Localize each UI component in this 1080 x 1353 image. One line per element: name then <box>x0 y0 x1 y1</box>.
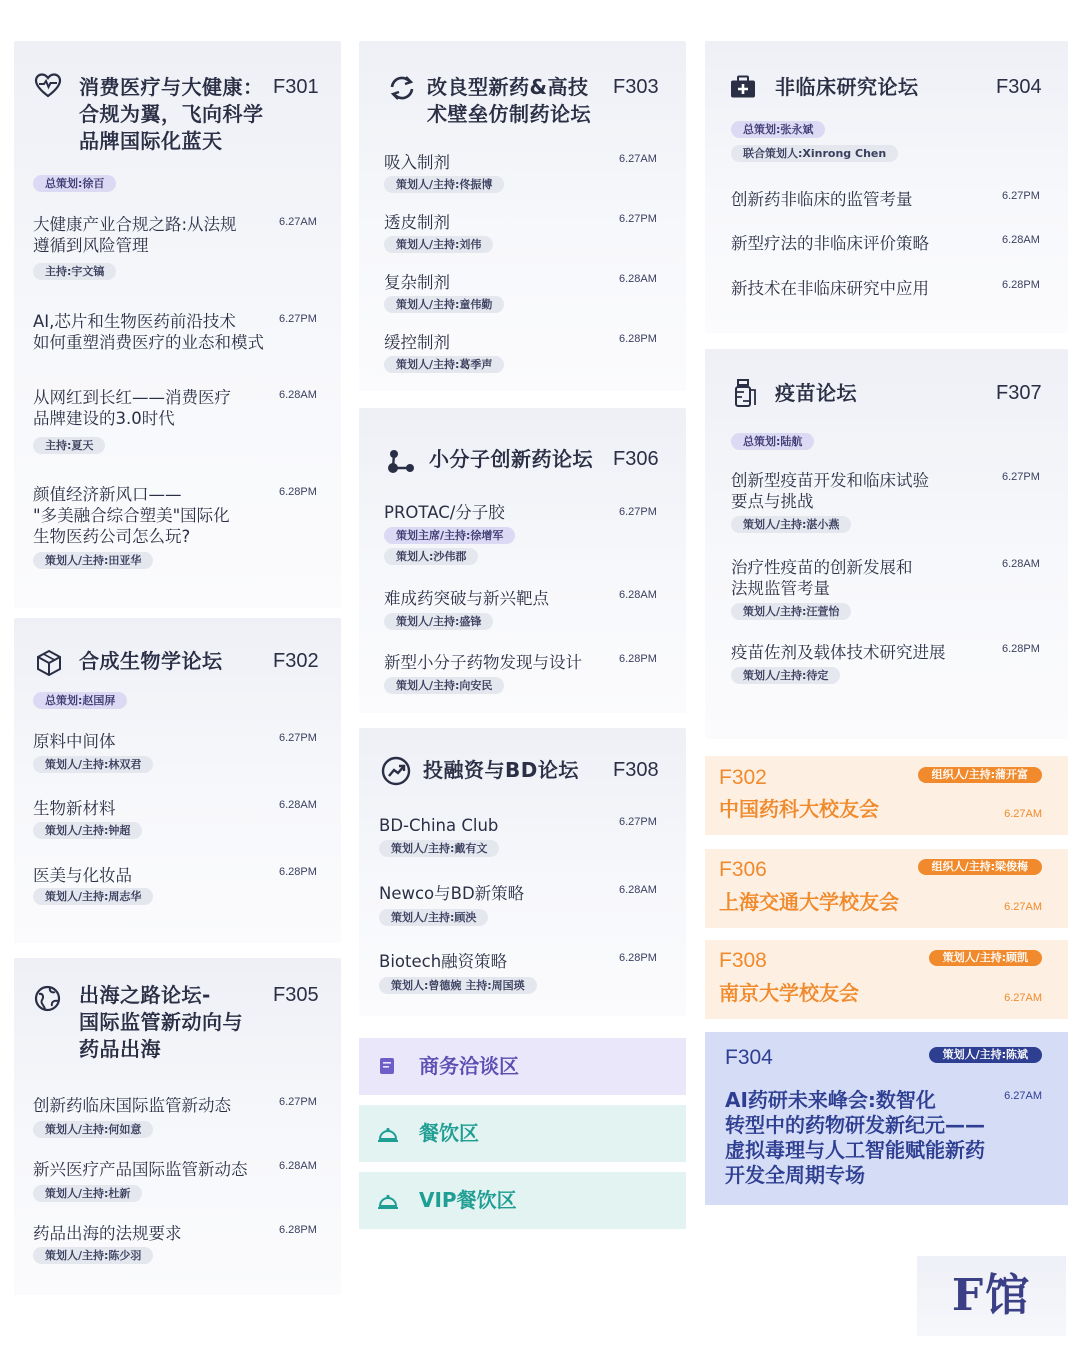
session-title: 难成药突破与新兴靶点 <box>384 589 549 608</box>
session-time: 6.27PM <box>619 506 657 518</box>
host-badge: 主持:夏天 <box>33 437 105 454</box>
alumni-card-1 <box>705 849 1068 928</box>
session-title: 新型小分子药物发现与设计 <box>384 653 582 672</box>
forum-card-f306 <box>359 408 686 713</box>
session-title: 创新型疫苗开发和临床试验 要点与挑战 <box>731 471 929 511</box>
session-time: 6.28AM <box>619 884 657 896</box>
session-time: 6.28PM <box>1002 643 1040 655</box>
room-code: F301 <box>273 76 319 98</box>
host-badge: 策划人/主持:童伟勤 <box>384 296 504 313</box>
session-title: AI,芯片和生物医药前沿技术 如何重塑消费医疗的业态和模式 <box>33 312 264 352</box>
molecule-icon <box>386 448 416 474</box>
host-badge: 策划人:曾德婉 主持:周国瑛 <box>379 977 537 994</box>
forum-card-f302 <box>14 618 341 943</box>
forum-title: 疫苗论坛 <box>775 381 857 405</box>
chief-planner-badge: 总策划:赵国屏 <box>33 692 127 709</box>
hall-label: F馆 <box>917 1256 1066 1336</box>
session-time: 6.27PM <box>1002 471 1040 483</box>
room-code: F306 <box>613 448 659 470</box>
session-time: 6.28PM <box>619 952 657 964</box>
alumni-name: 上海交通大学校友会 <box>719 890 899 914</box>
session-time: 6.27PM <box>279 313 317 325</box>
forum-title: 出海之路论坛- 国际监管新动向与 药品出海 <box>79 983 243 1061</box>
session-time: 6.28AM <box>1002 234 1040 246</box>
zone-label: 商务洽谈区 <box>419 1054 519 1078</box>
ai-summit-card <box>705 1032 1068 1205</box>
host-badge: 策划人/主持:待定 <box>731 667 840 684</box>
co-planner-badge: 联合策划人:Xinrong Chen <box>731 145 898 162</box>
summit-title: AI药研未来峰会:数智化 转型中的药物研发新纪元—— 虚拟毒理与人工智能赋能新药 开发全周期专场 <box>725 1088 985 1187</box>
forum-title: 改良型新药&高技 术壁垒仿制药论坛 <box>427 75 591 126</box>
host-badge: 策划人/主持:杜新 <box>33 1185 142 1202</box>
session-time: 6.27AM <box>1004 1090 1042 1102</box>
session-time: 6.28AM <box>1002 558 1040 570</box>
session-time: 6.27AM <box>1004 901 1042 913</box>
forum-title: 合成生物学论坛 <box>79 649 223 673</box>
vaccine-vial-icon <box>733 379 757 407</box>
room-code: F302 <box>273 650 319 672</box>
alumni-card-0 <box>705 756 1068 835</box>
forum-card-f304 <box>705 41 1068 333</box>
session-title: PROTAC/分子胶 <box>384 503 505 522</box>
session-time: 6.27PM <box>279 1096 317 1108</box>
forum-card-f303 <box>359 41 686 391</box>
session-title: 生物新材料 <box>33 799 116 818</box>
alumni-name: 南京大学校友会 <box>719 981 859 1005</box>
session-time: 6.28AM <box>619 589 657 601</box>
host-badge: 策划人/主持:戴有文 <box>379 840 499 857</box>
host-badge: 策划主席/主持:徐增军 <box>384 527 515 544</box>
forum-card-f308 <box>359 728 686 1016</box>
organizer-badge: 组织人/主持:梁俊梅 <box>918 859 1042 875</box>
session-time: 6.27AM <box>619 153 657 165</box>
session-time: 6.28PM <box>619 333 657 345</box>
organizer-badge: 组织人/主持:蒲开富 <box>918 767 1042 783</box>
session-title: 大健康产业合规之路:从法规 遵循到风险管理 <box>33 215 237 255</box>
session-title: 吸入制剂 <box>384 153 450 172</box>
session-title: 新技术在非临床研究中应用 <box>731 279 929 298</box>
host-badge: 策划人/主持:田亚华 <box>33 552 153 569</box>
host-badge: 策划人/主持:顾泱 <box>379 909 488 926</box>
session-time: 6.27PM <box>619 816 657 828</box>
session-time: 6.27AM <box>1004 808 1042 820</box>
session-time: 6.28PM <box>279 1224 317 1236</box>
session-title: 治疗性疫苗的创新发展和 法规监管考量 <box>731 558 913 598</box>
session-time: 6.28PM <box>279 866 317 878</box>
document-icon <box>379 1057 395 1075</box>
host-badge: 策划人/主持:林双君 <box>33 756 153 773</box>
forum-title: 消费医疗与大健康： 合规为翼，飞向科学 品牌国际化蓝天 <box>79 75 264 153</box>
host-badge: 策划人/主持:陈少羽 <box>33 1247 153 1264</box>
session-time: 6.28PM <box>279 486 317 498</box>
session-title: 新型疗法的非临床评价策略 <box>731 234 929 253</box>
session-time: 6.28AM <box>279 799 317 811</box>
zone-vip-dining <box>359 1172 686 1229</box>
session-time: 6.27AM <box>279 216 317 228</box>
cube-icon <box>36 649 62 677</box>
zone-business-talks <box>359 1038 686 1095</box>
session-title: 创新药临床国际监管新动态 <box>33 1096 231 1115</box>
room-code: F308 <box>719 949 767 972</box>
forum-title: 非临床研究论坛 <box>775 75 919 99</box>
organizer-badge: 策划人/主持:陈斌 <box>929 1047 1042 1063</box>
session-time: 6.28AM <box>279 1160 317 1172</box>
session-time: 6.27AM <box>1004 992 1042 1004</box>
zone-dining <box>359 1105 686 1162</box>
medical-kit-icon <box>730 75 756 99</box>
zone-label: VIP餐饮区 <box>419 1188 517 1212</box>
session-title: 疫苗佐剂及载体技术研究进展 <box>731 643 946 662</box>
host-badge: 策划人/主持:何如意 <box>33 1121 153 1138</box>
session-title: 新兴医疗产品国际监管新动态 <box>33 1160 248 1179</box>
room-code: F307 <box>996 382 1042 404</box>
host-badge: 策划人/主持:佟振博 <box>384 176 504 193</box>
session-title: Biotech融资策略 <box>379 952 508 971</box>
alumni-name: 中国药科大校友会 <box>719 797 879 821</box>
session-title: 透皮制剂 <box>384 213 450 232</box>
session-time: 6.27PM <box>279 732 317 744</box>
room-code: F302 <box>719 766 767 789</box>
growth-chart-icon <box>381 756 411 786</box>
chief-planner-badge: 总策划:徐百 <box>33 175 116 192</box>
session-title: 创新药非临床的监管考量 <box>731 190 913 209</box>
food-cloche-icon <box>377 1190 399 1212</box>
room-code: F304 <box>996 76 1042 98</box>
session-title: 颜值经济新风口—— "多美融合综合塑美"国际化 生物医药公司怎么玩? <box>33 485 230 546</box>
globe-icon <box>34 985 61 1012</box>
host-badge: 策划人/主持:湛小燕 <box>731 516 851 533</box>
chief-planner-badge: 总策划:陆航 <box>731 433 814 450</box>
refresh-icon <box>387 74 417 102</box>
session-title: 医美与化妆品 <box>33 866 132 885</box>
host-badge: 策划人/主持:葛季声 <box>384 356 504 373</box>
host-badge: 策划人/主持:汪萱怡 <box>731 603 851 620</box>
host-badge: 策划人:沙伟郡 <box>384 548 478 565</box>
forum-card-f305 <box>14 958 341 1295</box>
session-title: 缓控制剂 <box>384 333 450 352</box>
room-code: F303 <box>613 76 659 98</box>
host-badge: 策划人/主持:钟超 <box>33 822 142 839</box>
room-code: F304 <box>725 1046 773 1069</box>
forum-title: 小分子创新药论坛 <box>429 447 593 471</box>
session-time: 6.28PM <box>1002 279 1040 291</box>
room-code: F305 <box>273 984 319 1006</box>
alumni-card-2 <box>705 940 1068 1019</box>
session-title: 药品出海的法规要求 <box>33 1224 182 1243</box>
forum-card-f307 <box>705 349 1068 739</box>
host-badge: 策划人/主持:刘伟 <box>384 236 493 253</box>
host-badge: 策划人/主持:周志华 <box>33 888 153 905</box>
zone-label: 餐饮区 <box>419 1121 479 1145</box>
session-title: Newco与BD新策略 <box>379 884 525 903</box>
room-code: F306 <box>719 858 767 881</box>
session-title: BD-China Club <box>379 816 499 835</box>
host-badge: 策划人/主持:向安民 <box>384 677 504 694</box>
session-title: 原料中间体 <box>33 732 116 751</box>
host-badge: 策划人/主持:盛锋 <box>384 613 493 630</box>
food-cloche-icon <box>377 1123 399 1145</box>
chief-planner-badge: 总策划:张永斌 <box>731 121 825 138</box>
forum-card-f301 <box>14 41 341 608</box>
room-code: F308 <box>613 759 659 781</box>
heart-pulse-icon <box>34 72 62 98</box>
session-time: 6.28PM <box>619 653 657 665</box>
session-time: 6.27PM <box>619 213 657 225</box>
forum-title: 投融资与BD论坛 <box>423 758 579 782</box>
session-title: 从网红到长红——消费医疗 品牌建设的3.0时代 <box>33 388 231 428</box>
session-time: 6.27PM <box>1002 190 1040 202</box>
host-badge: 主持:宇文镐 <box>33 263 116 280</box>
session-time: 6.28AM <box>279 389 317 401</box>
session-title: 复杂制剂 <box>384 273 450 292</box>
session-time: 6.28AM <box>619 273 657 285</box>
organizer-badge: 策划人/主持:顾凯 <box>929 950 1042 966</box>
